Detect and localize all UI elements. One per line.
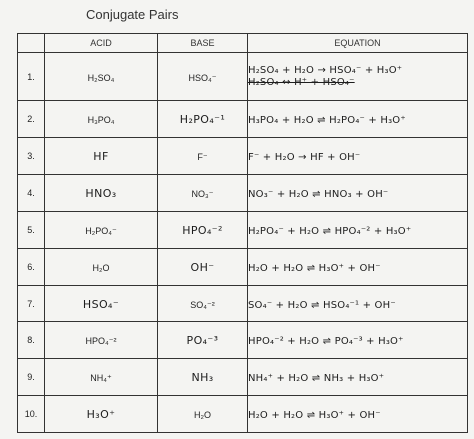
table-row (18, 285, 468, 322)
acid-cell: HPO₄⁻² (85, 336, 117, 347)
table-row (18, 138, 468, 175)
base-cell: OH⁻ (190, 260, 215, 274)
base-cell: H₂O (194, 410, 211, 421)
header-base: BASE (158, 34, 248, 53)
equation-cell: HPO₄⁻² + H₂O ⇌ PO₄⁻³ + H₃O⁺ (248, 336, 404, 348)
base-cell: F⁻ (197, 152, 208, 163)
base-cell: H₂PO₄⁻¹ (179, 113, 226, 127)
equation-cell: SO₄⁻ + H₂O ⇌ HSO₄⁻¹ + OH⁻ (248, 299, 396, 311)
header-row (18, 34, 468, 53)
table-row (18, 101, 468, 138)
acid-cell: H₃O⁺ (86, 408, 116, 422)
equation-cell: H₂SO₄ + H₂O → HSO₄⁻ + H₃O⁺ (248, 64, 403, 76)
table-row (18, 396, 468, 433)
header-equation: EQUATION (248, 34, 468, 53)
equation-cell: H₂O + H₂O ⇌ H₃O⁺ + OH⁻ (248, 262, 381, 274)
row-number: 1. (18, 53, 45, 101)
acid-cell: H₂PO₄⁻ (85, 225, 117, 236)
equation-cell: F⁻ + H₂O → HF + OH⁻ (248, 152, 361, 164)
table-row (18, 359, 468, 396)
equation-cell: H₂PO₄⁻ + H₂O ⇌ HPO₄⁻² + H₃O⁺ (248, 225, 412, 237)
acid-cell: NH₄⁺ (90, 373, 112, 384)
equation-cell: NH₄⁺ + H₂O ⇌ NH₃ + H₃O⁺ (248, 373, 385, 385)
row-number: 9. (18, 359, 45, 396)
table-row (18, 53, 468, 101)
row-number: 2. (18, 101, 45, 138)
base-cell: PO₄⁻³ (186, 334, 219, 348)
row-number: 7. (18, 285, 45, 322)
acid-cell: H₂O (92, 262, 110, 273)
row-number: 5. (18, 211, 45, 248)
table-row (18, 211, 468, 248)
header-acid: ACID (45, 34, 158, 53)
table-row (18, 175, 468, 212)
base-cell: HPO₄⁻² (182, 223, 223, 237)
base-cell: NH₃ (191, 371, 214, 385)
equation-cell: H₃PO₄ + H₂O ⇌ H₂PO₄⁻ + H₃O⁺ (248, 115, 406, 127)
acid-cell: HF (93, 150, 109, 164)
row-number: 10. (18, 396, 45, 433)
base-cell: SO₄⁻² (190, 299, 215, 310)
acid-cell: HNO₃ (85, 187, 117, 201)
base-cell: NO₃⁻ (191, 189, 214, 200)
equation-struck: H₂SO₄ ↔ H⁺ + HSO₄⁻ (248, 76, 355, 88)
conjugate-pairs-table (17, 33, 468, 433)
row-number: 3. (18, 138, 45, 175)
acid-cell: H₃PO₄ (87, 115, 115, 126)
header-number (18, 34, 45, 53)
equation-cell: H₂O + H₂O ⇌ H₃O⁺ + OH⁻ (248, 410, 381, 422)
row-number: 4. (18, 175, 45, 212)
row-number: 8. (18, 322, 45, 359)
base-cell: HSO₄⁻ (188, 72, 217, 83)
table-row (18, 248, 468, 285)
acid-cell: HSO₄⁻ (82, 297, 120, 311)
row-number: 6. (18, 248, 45, 285)
equation-cell: NO₃⁻ + H₂O ⇌ HNO₃ + OH⁻ (248, 189, 389, 201)
page-title: Conjugate Pairs (86, 7, 179, 22)
acid-cell: H₂SO₄ (87, 72, 115, 83)
table-row (18, 322, 468, 359)
